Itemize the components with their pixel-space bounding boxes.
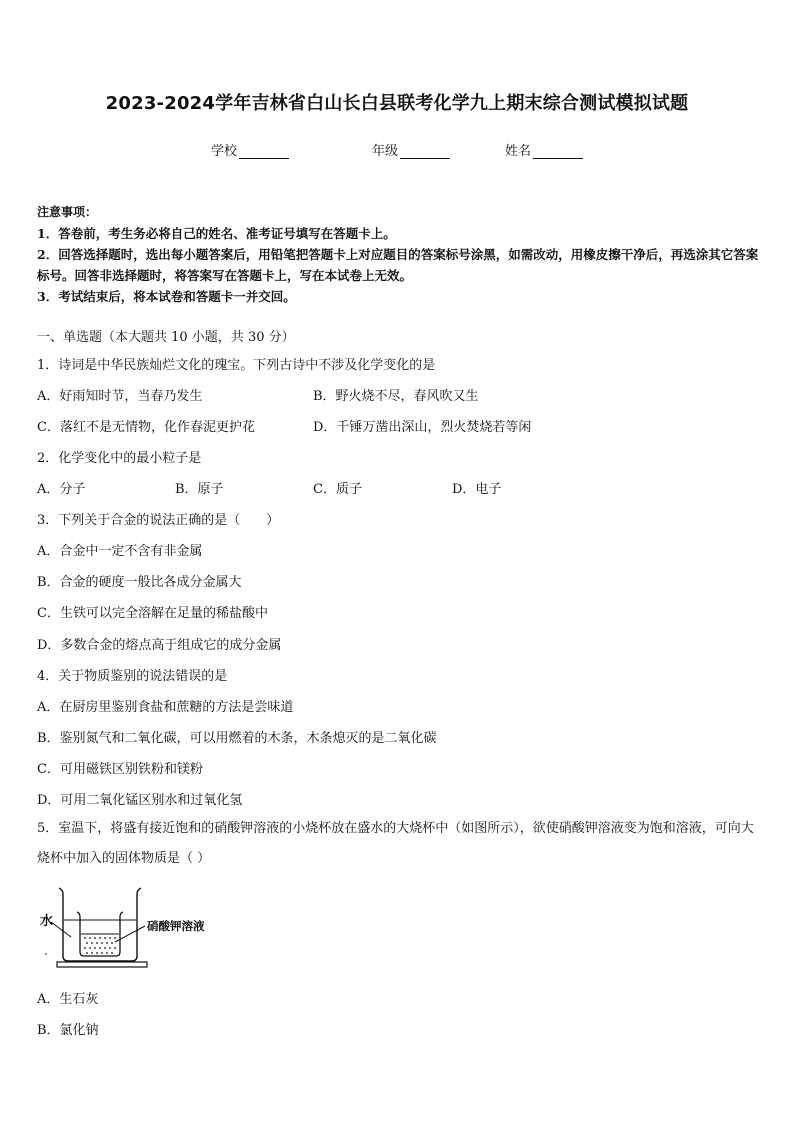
notes-heading: 注意事项： <box>37 205 98 219</box>
option: B．原子 <box>175 482 224 497</box>
name-label: 姓名 <box>505 144 532 159</box>
water-label: 水 <box>40 914 54 929</box>
question-stem: 5．室温下，将盛有接近饱和的硝酸钾溶液的小烧杯放在盛水的大烧杯中（如图所示），欲使硝酸钾溶液变为饱和溶液，可向大烧杯中加入的固体物质是（ ） <box>37 821 754 866</box>
option: B．鉴别氮气和二氧化碳，可以用燃着的木条，木条熄灭的是二氧化碳 <box>37 731 437 746</box>
option: A．在厨房里鉴别食盐和蔗糖的方法是尝味道 <box>37 700 294 715</box>
question-stem: 2．化学变化中的最小粒子是 <box>37 451 202 466</box>
solution-label: 硝酸钾溶液 <box>147 919 205 933</box>
option: C．生铁可以完全溶解在足量的稀盐酸中 <box>37 606 268 621</box>
option: C．质子 <box>313 482 362 497</box>
notes-item: 3．考试结束后，将本试卷和答题卡一并交回。 <box>37 289 296 304</box>
option: C．可用磁铁区别铁粉和镁粉 <box>37 762 203 777</box>
option: D．电子 <box>452 482 502 497</box>
school-label: 学校 <box>211 144 238 159</box>
option: D．千锤万凿出深山，烈火焚烧若等闲 <box>313 420 532 435</box>
grade-label: 年级 <box>372 144 399 159</box>
option: A．分子 <box>37 482 86 497</box>
question-stem: 1．诗词是中华民族灿烂文化的瑰宝。下列古诗中不涉及化学变化的是 <box>37 358 436 373</box>
beaker-figure <box>37 882 212 974</box>
option: B．合金的硬度一般比各成分金属大 <box>37 575 242 590</box>
name-field <box>505 140 583 159</box>
water-leader-line <box>51 922 71 937</box>
question-stem: 3．下列关于合金的说法正确的是（ ） <box>37 513 280 528</box>
large-beaker <box>59 888 141 961</box>
solution-dots <box>84 937 116 954</box>
question-stem: 4．关于物质鉴别的说法错误的是 <box>37 669 228 684</box>
option: A．好雨知时节，当春乃发生 <box>37 389 203 404</box>
name-blank <box>533 144 583 159</box>
option: A．生石灰 <box>37 992 99 1007</box>
notes-block <box>37 202 759 307</box>
option: C．落红不是无情物，化作春泥更护花 <box>37 420 255 435</box>
base-plate <box>57 962 147 967</box>
section-heading: 一、单选题（本大题共 10 小题，共 30 分） <box>37 330 295 345</box>
page-title: 2023-2024学年吉林省白山长白县联考化学九上期末综合测试模拟试题 <box>105 93 689 114</box>
option: D．可用二氧化锰区别水和过氧化氢 <box>37 793 243 808</box>
school-blank <box>239 144 289 159</box>
option: D．多数合金的熔点高于组成它的成分金属 <box>37 638 282 653</box>
stray-dot <box>45 953 47 955</box>
option: B．野火烧不尽，春风吹又生 <box>313 389 479 404</box>
grade-blank <box>400 144 450 159</box>
school-field <box>211 140 289 159</box>
option: B．氯化钠 <box>37 1023 99 1038</box>
option: A．合金中一定不含有非金属 <box>37 544 203 559</box>
notes-item: 1．答卷前，考生务必将自己的姓名、准考证号填写在答题卡上。 <box>37 226 396 241</box>
notes-item: 2．回答选择题时，选出每小题答案后，用铅笔把答题卡上对应题目的答案标号涂黑，如需改动，用橡皮擦干净后，再选涂其它答案标号。回答非选择题时，将答案写在答题卡上，写在本试卷上无效。 <box>37 247 759 283</box>
grade-field <box>372 140 450 159</box>
beaker-diagram <box>37 882 212 974</box>
